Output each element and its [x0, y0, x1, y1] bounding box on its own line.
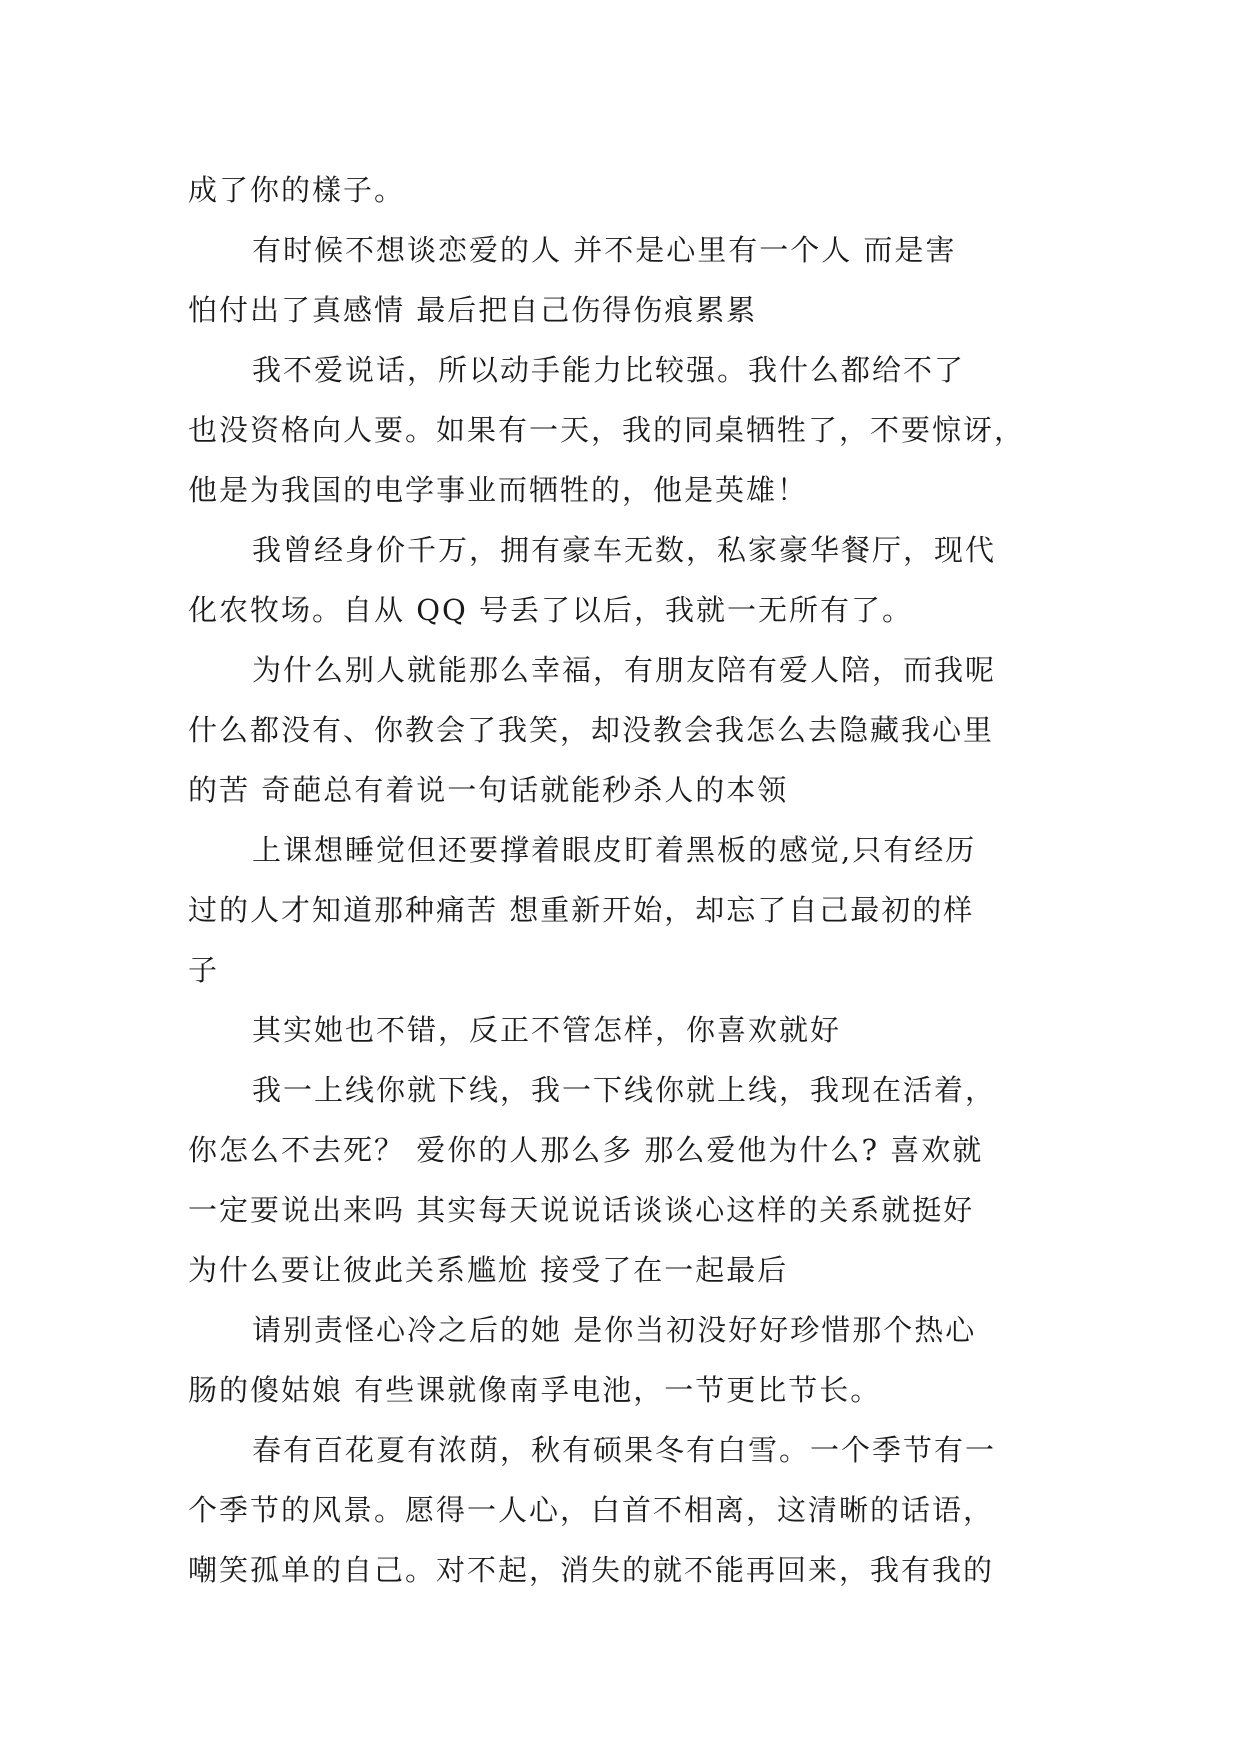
text-line-5: 也没资格向人要。如果有一天，我的同桌牺牲了，不要惊讶， [188, 413, 1026, 447]
text-line-10: 什么都没有、你教会了我笑，却没教会我怎么去隐藏我心里 [188, 713, 995, 747]
text-line-24: 嘲笑孤单的自己。对不起，消失的就不能再回来，我有我的 [188, 1553, 995, 1587]
text-line-14: 子 [188, 953, 220, 987]
text-line-20: 请别责怪心冷之后的她 是你当初没好好珍惜那个热心 [252, 1313, 977, 1347]
text-line-13: 过的人才知道那种痛苦 想重新开始，却忘了自己最初的样 [188, 893, 975, 927]
document-body [188, 160, 1058, 1600]
text-line-17: 你怎么不去死？ 爱你的人那么多 那么爱他为什么? 喜欢就 [188, 1133, 984, 1167]
text-line-3: 怕付出了真感情 最后把自己伤得伤痕累累 [188, 293, 758, 327]
text-line-23: 个季节的风景。愿得一人心，白首不相离，这清晰的话语， [188, 1493, 995, 1527]
text-line-4: 我不爱说话，所以动手能力比较强。我什么都给不了 [252, 353, 966, 387]
text-line-7: 我曾经身价千万，拥有豪车无数，私家豪华餐厅，现代 [252, 533, 997, 567]
text-line-21: 肠的傻姑娘 有些课就像南孚电池，一节更比节长。 [188, 1373, 882, 1407]
text-line-2: 有时候不想谈恋爱的人 并不是心里有一个人 而是害 [252, 233, 957, 267]
text-line-11: 的苦 奇葩总有着说一句话就能秒杀人的本领 [188, 773, 789, 807]
text-line-9: 为什么别人就能那么幸福，有朋友陪有爱人陪，而我呢 [252, 653, 997, 687]
text-line-19: 为什么要让彼此关系尴尬 接受了在一起最后 [188, 1253, 789, 1287]
text-line-6: 他是为我国的电学事业而牺牲的，他是英雄！ [188, 473, 809, 507]
text-line-8: 化农牧场。自从 QQ 号丢了以后，我就一无所有了。 [188, 593, 913, 627]
text-line-1: 成了你的樣子。 [188, 173, 406, 207]
text-line-22: 春有百花夏有浓荫，秋有硕果冬有白雪。一个季节有一 [252, 1433, 997, 1467]
text-line-16: 我一上线你就下线，我一下线你就上线，我现在活着， [252, 1073, 997, 1107]
text-line-15: 其实她也不错，反正不管怎样，你喜欢就好 [252, 1013, 842, 1047]
text-line-12: 上课想睡觉但还要撑着眼皮盯着黑板的感觉,只有经历 [252, 833, 977, 867]
text-line-18: 一定要说出来吗 其实每天说说话谈谈心这样的关系就挺好 [188, 1193, 975, 1227]
